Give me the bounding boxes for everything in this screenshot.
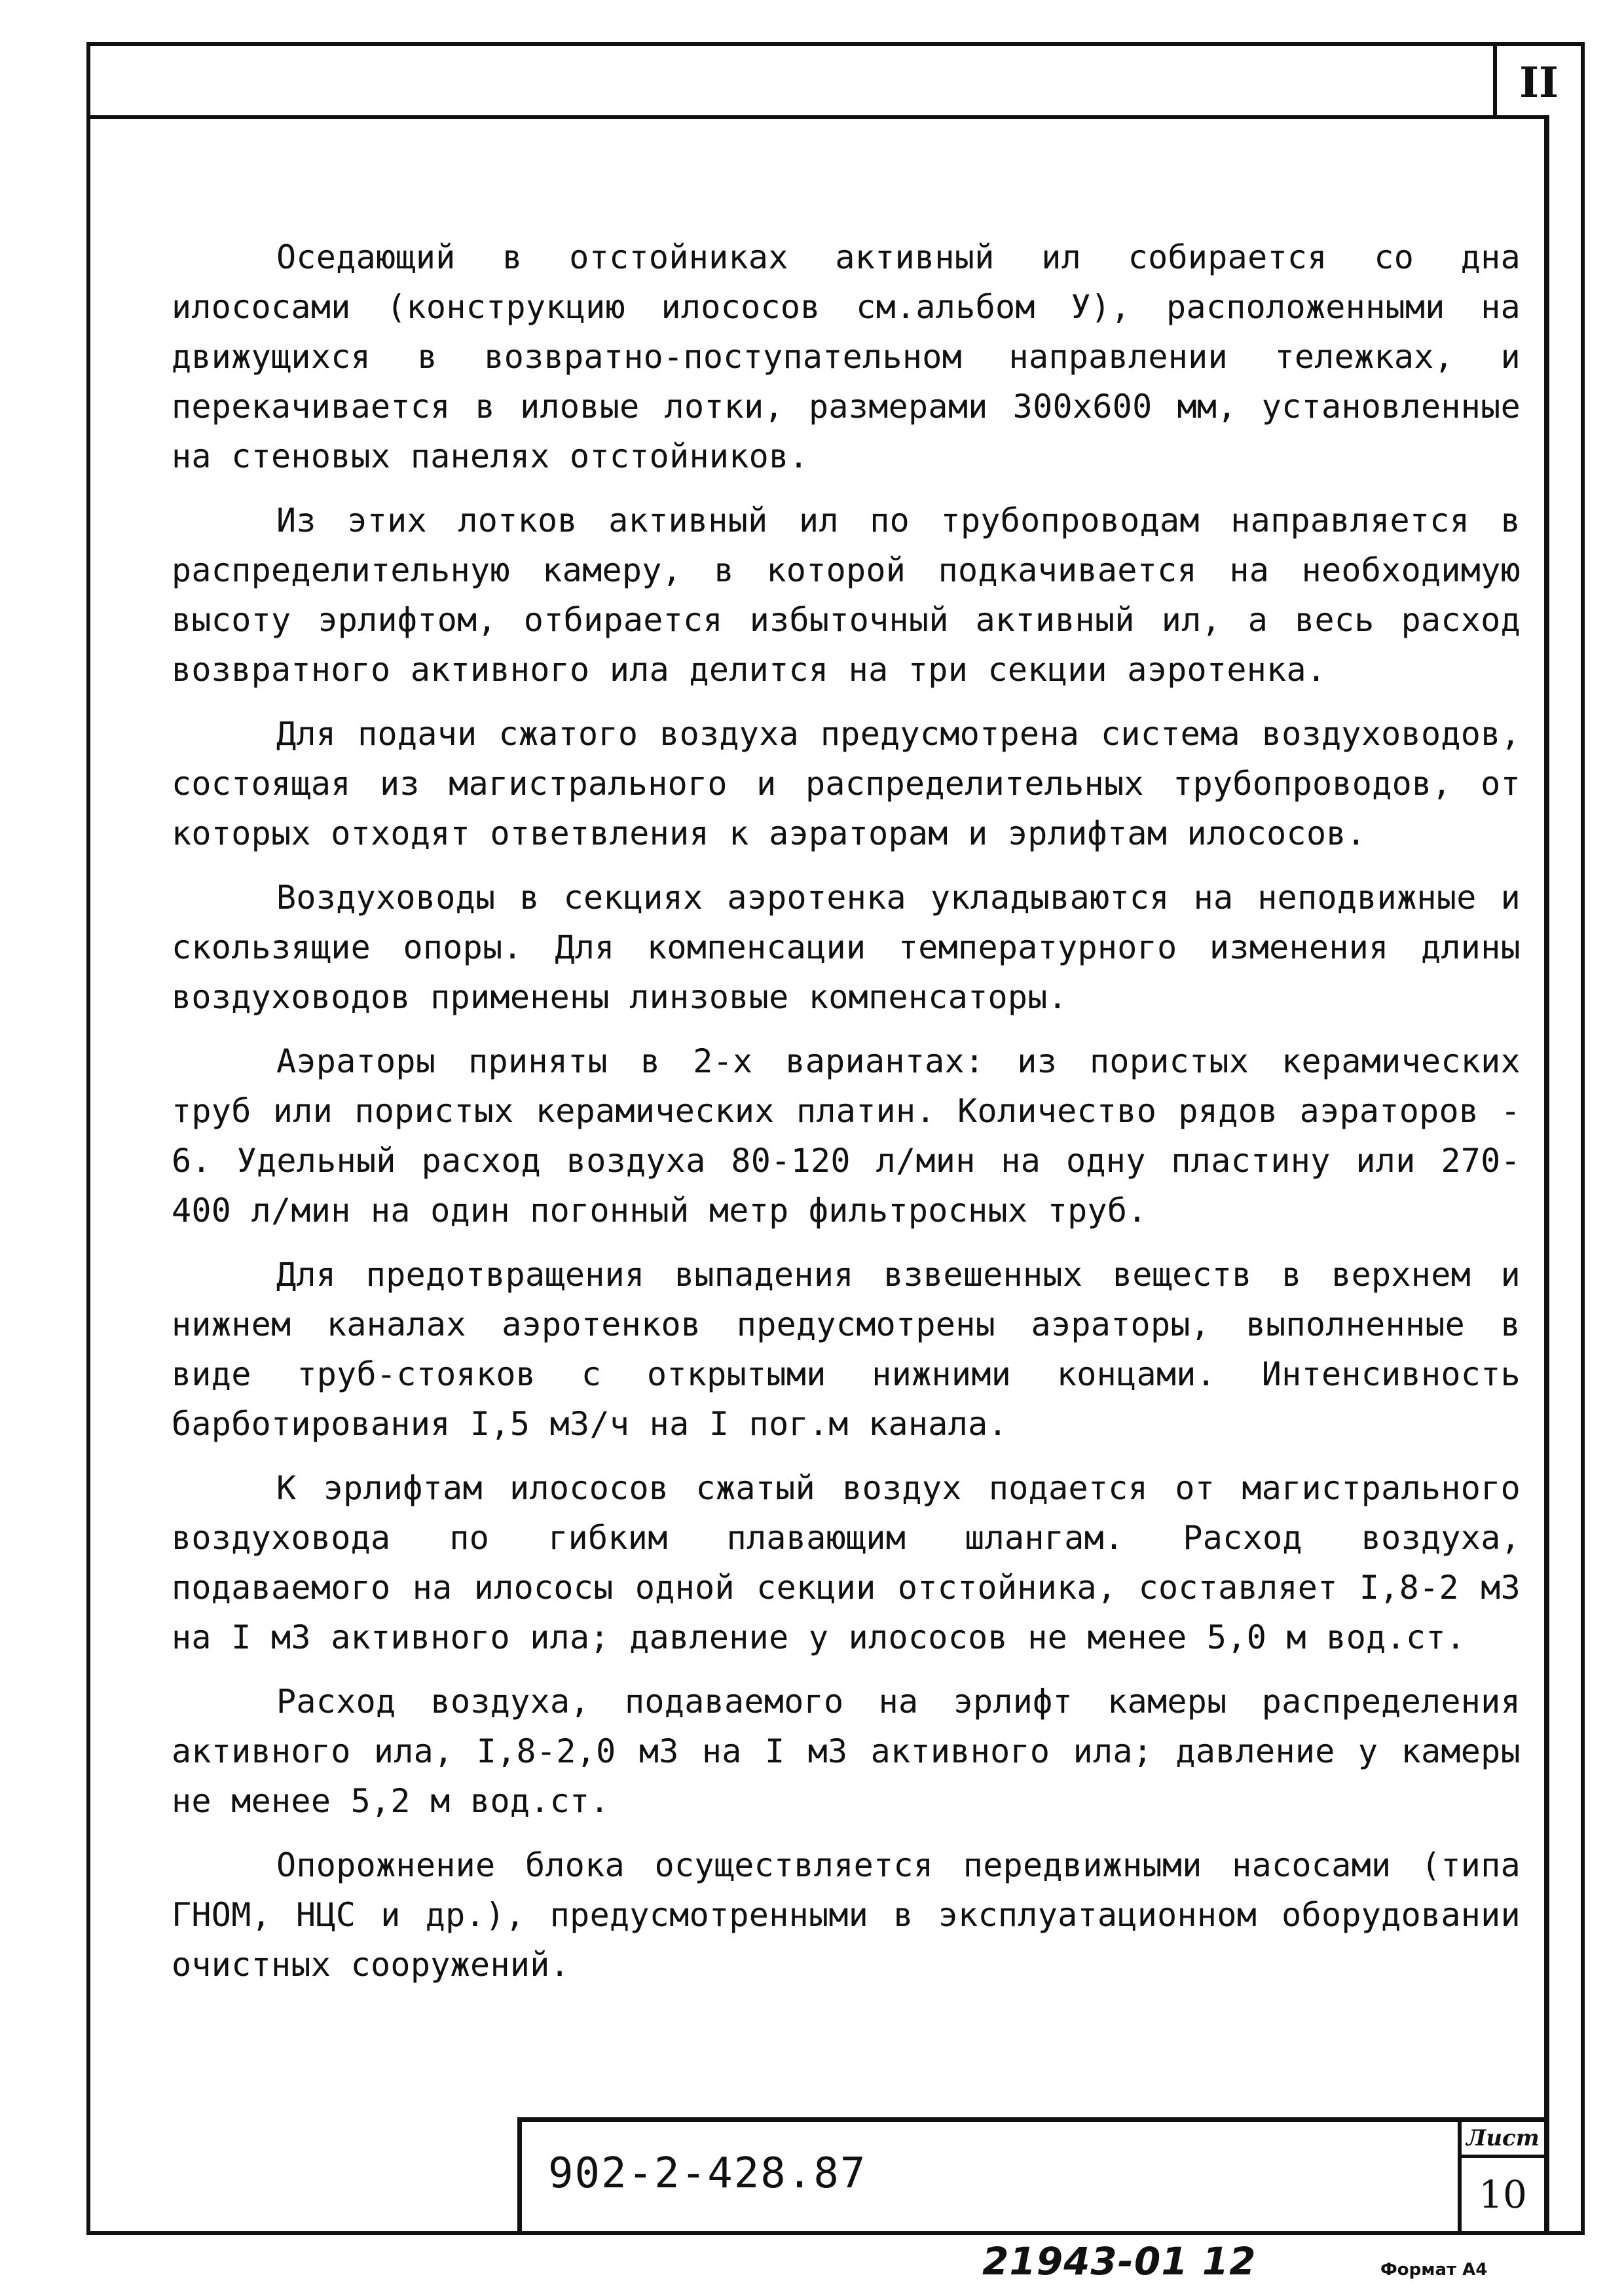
sheet-number: 10 [1479,2172,1527,2217]
right-inner-rule [1544,115,1549,2231]
paragraph: Из этих лотков активный ил по трубопроводам направляется в распределительную камеру, в которой подкачивается на необходимую высоту эрлифтом, отбирается избыточный активный ил, а весь расход возвратного активного ила делится на три секции аэротенка. [172,501,1521,689]
paragraph: Для подачи сжатого воздуха предусмотрена система воздуховодов, состоящая из магистрального и распределительных трубопроводов, от которых отходят ответвления к аэраторам и эрлифтам илососов. [172,715,1521,852]
paragraph: Воздуховоды в секциях аэротенка укладываются на неподвижные и скользящие опоры. Для компенсации температурного изменения длины воздуховодов применены линзовые компенсаторы. [172,879,1521,1016]
paragraph: Опорожнение блока осуществляется передвижными насосами (типа ГНОМ, НЦС и др.), предусмотренными в эксплуатационном оборудовании очистных сооружений. [172,1846,1521,1984]
paragraph: Оседающий в отстойниках активный ил собирается со дна илососами (конструкцию илососов см.альбом У), расположенными на движущихся в возвратно-поступательном направлении тележках, и перекачивается в иловые лотки, размерами 300х600 мм, установленные на стеновых панелях отстойников. [172,238,1521,475]
document-body [172,232,1521,2004]
document-code: 902-2-428.87 [548,2149,867,2198]
format-label: Формат А4 [1380,2260,1488,2280]
paragraph: К эрлифтам илососов сжатый воздух подается от магистрального воздуховода по гибким плавающим шлангам. Расход воздуха, подаваемого на илососы одной секции отстойника, составляет I,8-2 м3 на I м3 активного ила; давление у илососов не менее 5,0 м вод.ст. [172,1469,1521,1656]
title-block [517,2117,1544,2231]
sheet-label: Лист [1462,2122,1544,2158]
page-number: II [1493,46,1581,119]
paragraph: Расход воздуха, подаваемого на эрлифт камеры распределения активного ила, I,8-2,0 м3 на I м3 активного ила; давление у камеры не менее 5,2 м вод.ст. [172,1683,1521,1820]
paragraph: Для предотвращения выпадения взвешенных веществ в верхнем и нижнем каналах аэротенков предусмотрены аэраторы, выполненные в виде труб-стояков с открытыми нижними концами. Интенсивность барботирования I,5 м3/ч на I пог.м канала. [172,1256,1521,1443]
archive-number: 21943-01 12 [982,2239,1257,2284]
paragraph: Аэраторы приняты в 2-х вариантах: из пористых керамических труб или пористых керамических платин. Количество рядов аэраторов - 6. Удельный расход воздуха 80-120 л/мин на одну пластину или 270-400 л/мин на один погонный метр фильтросных труб. [172,1042,1521,1230]
sheet-cell [1458,2122,1544,2231]
top-rule [90,115,1549,119]
